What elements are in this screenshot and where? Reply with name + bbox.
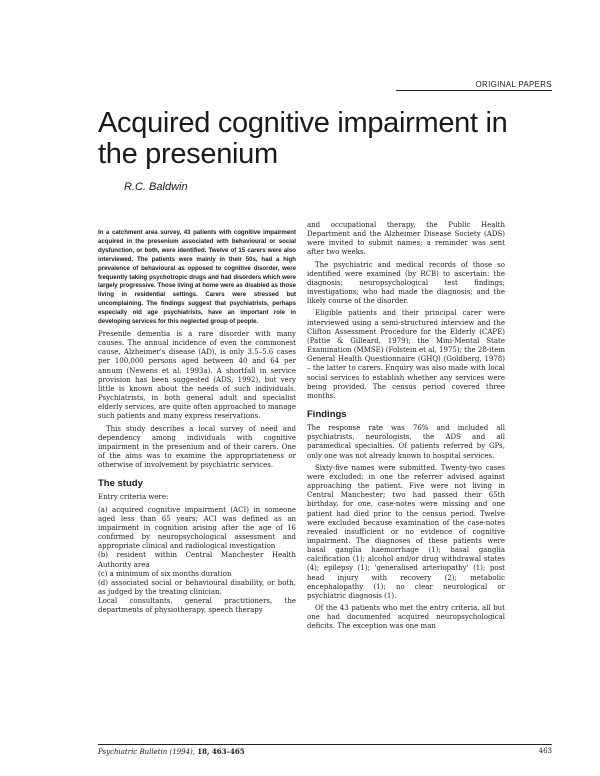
journal-name: Psychiatric Bulletin (1994), [98,748,196,756]
left-column [98,229,296,619]
body-paragraph: The psychiatric and medical records of those so identified were examined (by RCB) to ascertain: the diagnosis; neuropsychological test findings; investigations; who had made the diagnosis; and the likely course of the disorder. [307,260,505,306]
body-paragraph: and occupational therapy, the Public Health Department and the Alzheimer Disease Society (ADS) were invited to submit names; a reminder was sent after two weeks. [307,221,505,257]
page-number: 463 [538,747,552,755]
findings-paragraph: The response rate was 76% and included all psychiatrists, neurologists, the ADS and all paramedical specialties. Of patients referred by GPs, only one was not already known to hospital services. [307,424,505,460]
criteria-item: (b) resident within Central Manchester Health Authority area [98,551,296,569]
volume-pages: 18, 463–465 [197,747,245,756]
findings-paragraph: Of the 43 patients who met the entry criteria, all but one had documented acquired neuropsychological deficits. The exception was one man [307,604,505,631]
study-intro: Entry criteria were: [98,493,169,502]
findings-paragraph: Sixty-five names were submitted. Twenty-two cases were excluded: in one the referrer advised against approaching the patient. Five were not living in Central Manchester; two had passed their 65th birthday, for one, case-notes were missing and one patient had died prior to the census period. Twelve were excluded because examination of the case-notes revealed insufficient or no evidence of cognitive impairment. The diagnoses of these patients were basal ganglia haemorrhage (1); basal ganglia calcification (1); alcohol and/or drug withdrawal states (4); epilepsy (1); 'generalised arteriopathy' (1); post head injury with recovery (2); metabolic encephalopathy (1); no clear neurological or psychiatric diagnosis (1). [307,463,505,600]
criteria-item: (d) associated social or behavioural disability, or both, as judged by the treating clinician. [98,578,296,597]
journal-citation [98,747,245,756]
abstract: In a catchment area survey, 43 patients with cognitive impairment acquired in the presenium associated with behavioural or social dysfunction, or both, were identified. Twelve of 15 carers were also interviewed. The patients were mainly in their 50s, had a high prevalence of behavioural as opposed to cognitive disorder, were frequently taking psychotropic drugs and had disorders which were largely progressive. Those living at home were as disabled as those living in residential settings. Carers were stressed but uncomplaining. The findings suggest that psychiatrists, perhaps especially old age psychiatrists, have an important role in developing services for this neglected group of people. [98,229,296,326]
findings-heading: Findings [307,408,347,420]
right-column [307,221,505,635]
footer-rule [98,744,552,745]
left-column-end: Local consultants, general practitioners, the departments of physiotherapy, speech therapy [98,597,296,615]
author-name: R.C. Baldwin [124,181,188,193]
intro-paragraph: Presenile dementia is a rare disorder with many causes. The annual incidence of even the commonest cause, Alzheimer's disease (AD), is only 3.5–5.6 cases per 100,000 persons aged between 40 and 64 per annum (Newens et al, 1993a). A shortfall in service provision has been suggested (ADS, 1992), but very little is known about the needs of such individuals. Psychiatrists, in both general adult and specialist elderly services, are quite often approached to manage such patients and many express reservations. [98,329,296,421]
aims-paragraph: This study describes a local survey of need and dependency among individuals with cognitive impairment in the presenium and of their carers. One of the aims was to examine the appropriateness or otherwise of involvement by psychiatric services. [98,424,296,470]
body-paragraph: Eligible patients and their principal carer were interviewed using a semi-structured interview and the Clifton Assessment Procedure for the Elderly (CAPE) (Pattie & Gilleard, 1979); the Mini-Mental State Examination (MMSE) (Folstein et al, 1975); the 28-item General Health Questionnaire (GHQ) (Goldberg, 1978) – the latter to carers. Enquiry was also made with local social services to establish whether any services were being provided. The census period covered three months. [307,309,505,400]
header-rule [396,90,552,91]
criteria-item: (c) a minimum of six months duration [98,569,232,578]
study-heading: The study [98,478,143,490]
article-title: Acquired cognitive impairment in the presenium [98,107,508,170]
criteria-item: (a) acquired cognitive impairment (ACI) in someone aged less than 65 years; ACI was defined as an impairment in cognition arising after the age of 16 confirmed by neuropsychological assessment and appropriate clinical and radiological investigation [98,505,296,551]
section-label: ORIGINAL PAPERS [475,80,552,89]
